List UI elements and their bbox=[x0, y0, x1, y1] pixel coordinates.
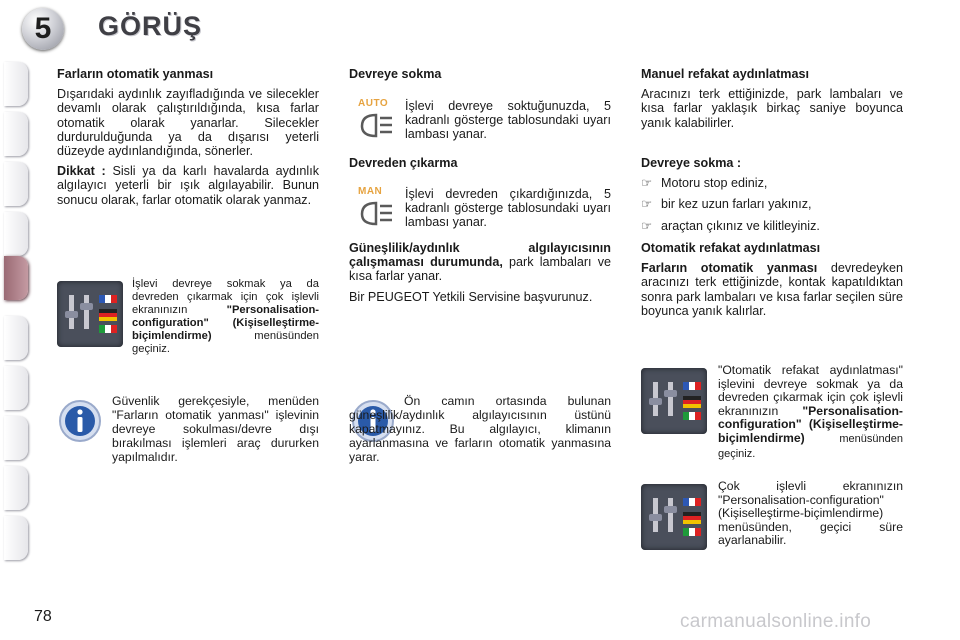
page-number: 78 bbox=[34, 608, 52, 625]
list-item bbox=[641, 219, 903, 233]
auto-guide-section bbox=[641, 241, 903, 324]
note-text: Sisli ya da karlı havalarda aydınlık algılayıcı yeterli bir ışık algılayabilir. Bunun sonucu olarak, farlar otomatik olarak yanmaz. bbox=[57, 164, 319, 207]
text-post: menüsünden geçiniz. bbox=[132, 330, 319, 355]
multifunction-screen-icon bbox=[641, 368, 707, 434]
watermark: carmanualsonline.info bbox=[680, 611, 872, 632]
left-safety-note: Güvenlik gerekçesiyle, menüden "Farların otomatik yanması" işlevinin devreye sokulması/devre dışı bırakılması işlemleri araç dururken yapılmalıdır. bbox=[112, 394, 319, 464]
sensor-fault-paragraph bbox=[349, 241, 611, 284]
multifunction-screen-icon bbox=[641, 484, 707, 550]
dealer-contact: Bir PEUGEOT Yetkili Servisine başvurunuz. bbox=[349, 289, 593, 304]
chapter-tab[interactable] bbox=[4, 316, 28, 360]
pointing-hand-icon: ☞ bbox=[641, 176, 653, 191]
manual-guide-heading: Manuel refakat aydınlatması bbox=[641, 67, 809, 81]
man-lamp-label: MAN bbox=[358, 186, 383, 197]
multifunction-screen-icon bbox=[57, 281, 123, 347]
manual-steps-section bbox=[641, 156, 903, 240]
auto-guide-paragraph bbox=[641, 261, 903, 318]
left-column bbox=[57, 67, 319, 213]
auto-guide-heading: Otomatik refakat aydınlatması bbox=[641, 241, 821, 255]
steps-list bbox=[641, 176, 903, 233]
chapter-tab[interactable] bbox=[4, 366, 28, 410]
auto-lights-paragraph: Dışarıdaki aydınlık zayıfladığında ve silecekler devamlı olarak çalıştırıldığında, kısa farlar otomatik olarak yanarlar. Silecekler durdurulduğunda ya da dışarısı yeterli düzeyde aydınlandığında, sönerler. bbox=[57, 87, 319, 159]
activate-text: İşlevi devreye soktuğunuzda, 5 kadranlı gösterge tablosundaki uyarı lambası yanar. bbox=[405, 99, 611, 142]
right-duration-note: Çok işlevli ekranınızın "Personalisation-configuration" (Kişiselleştirme-biçimlendirme) menüsünden, geçici süre ayarlanabilir. bbox=[718, 479, 903, 548]
page-header bbox=[0, 0, 960, 56]
auto-lights-heading: Farların otomatik yanması bbox=[57, 67, 214, 81]
note-paragraph bbox=[57, 164, 319, 207]
section-title: GÖRÜŞ bbox=[98, 11, 203, 41]
right-column bbox=[641, 67, 903, 136]
chapter-tabs bbox=[0, 0, 36, 640]
text-pre: İşlevi devreye sokmak ya da devreden çıkarmak için çok işlevli ekranınızın bbox=[132, 278, 319, 316]
sensor-fault-bold: Güneşlilik/aydınlık algılayıcısının çalışmaması durumunda, bbox=[349, 241, 611, 270]
deactivate-text: İşlevi devreden çıkardığınızda, 5 kadranlı gösterge tablosundaki uyarı lambası yanar. bbox=[405, 187, 611, 230]
chapter-tab[interactable] bbox=[4, 516, 28, 560]
sensor-fault-section bbox=[349, 241, 611, 310]
middle-column bbox=[349, 67, 611, 87]
note-label: Dikkat : bbox=[57, 164, 106, 179]
info-icon bbox=[57, 398, 103, 444]
chapter-tab[interactable] bbox=[4, 416, 28, 460]
auto-guide-text: devredeyken aracınızı terk ettiğinizde, kontak kapatıldıktan sonra park lambaları ve kısa farlar seçilen süre boyunca yanık kalırlar. bbox=[641, 261, 903, 318]
step-text: bir kez uzun farları yakınız, bbox=[661, 197, 812, 212]
manual-guide-text: Aracınızı terk ettiğinizde, park lambaları ve kısa farlar yaklaşık birkaç saniye boyunca yanık kalabilirler. bbox=[641, 87, 903, 130]
step-text: Motoru stop ediniz, bbox=[661, 176, 768, 191]
menu-name: "Personalisation-configuration" (Kişiselleştirme-biçimlendirme) bbox=[718, 403, 903, 445]
list-item bbox=[641, 176, 903, 190]
pointing-hand-icon: ☞ bbox=[641, 197, 653, 212]
step-text: araçtan çıkınız ve kilitleyiniz. bbox=[661, 218, 820, 233]
menu-name: "Personalisation-configuration" (Kişiselleştirme-biçimlendirme) bbox=[132, 304, 319, 342]
chapter-tab[interactable] bbox=[4, 466, 28, 510]
list-item bbox=[641, 197, 903, 211]
steps-heading: Devreye sokma : bbox=[641, 156, 742, 170]
right-personalisation-note bbox=[718, 364, 903, 461]
chapter-tab[interactable] bbox=[4, 162, 28, 206]
auto-guide-bold: Farların otomatik yanması bbox=[641, 261, 818, 276]
chapter-tab[interactable] bbox=[4, 62, 28, 106]
deactivate-section bbox=[349, 156, 611, 176]
auto-lamp-label: AUTO bbox=[358, 98, 389, 109]
activate-heading: Devreye sokma bbox=[349, 67, 442, 81]
chapter-tab[interactable] bbox=[4, 112, 28, 156]
sensor-fault-text: park lambaları ve kısa farlar yanar. bbox=[349, 255, 611, 284]
chapter-tab[interactable] bbox=[4, 212, 28, 256]
auto-lamp-icon bbox=[356, 98, 398, 138]
text-post: menüsünden geçiniz. bbox=[718, 432, 903, 460]
deactivate-heading: Devreden çıkarma bbox=[349, 156, 458, 170]
pointing-hand-icon: ☞ bbox=[641, 218, 653, 233]
chapter-tab-active[interactable] bbox=[4, 256, 28, 300]
left-personalisation-note bbox=[132, 278, 319, 356]
chapter-number: 5 bbox=[22, 8, 64, 50]
sensor-info-note: Ön camın ortasında bulunan güneşlilik/aydınlık algılayıcısının üstünü kapatmayınız. Bu algılayıcı, klimanın ayarlanmasına ve farların otomatik yanmasına yarar. bbox=[349, 394, 611, 464]
text-pre: "Otomatik refakat aydınlatması" işlevini devreye sokmak ya da devreden çıkarmak için çok işlevli ekranınızın bbox=[718, 363, 903, 418]
man-lamp-icon bbox=[356, 186, 398, 226]
